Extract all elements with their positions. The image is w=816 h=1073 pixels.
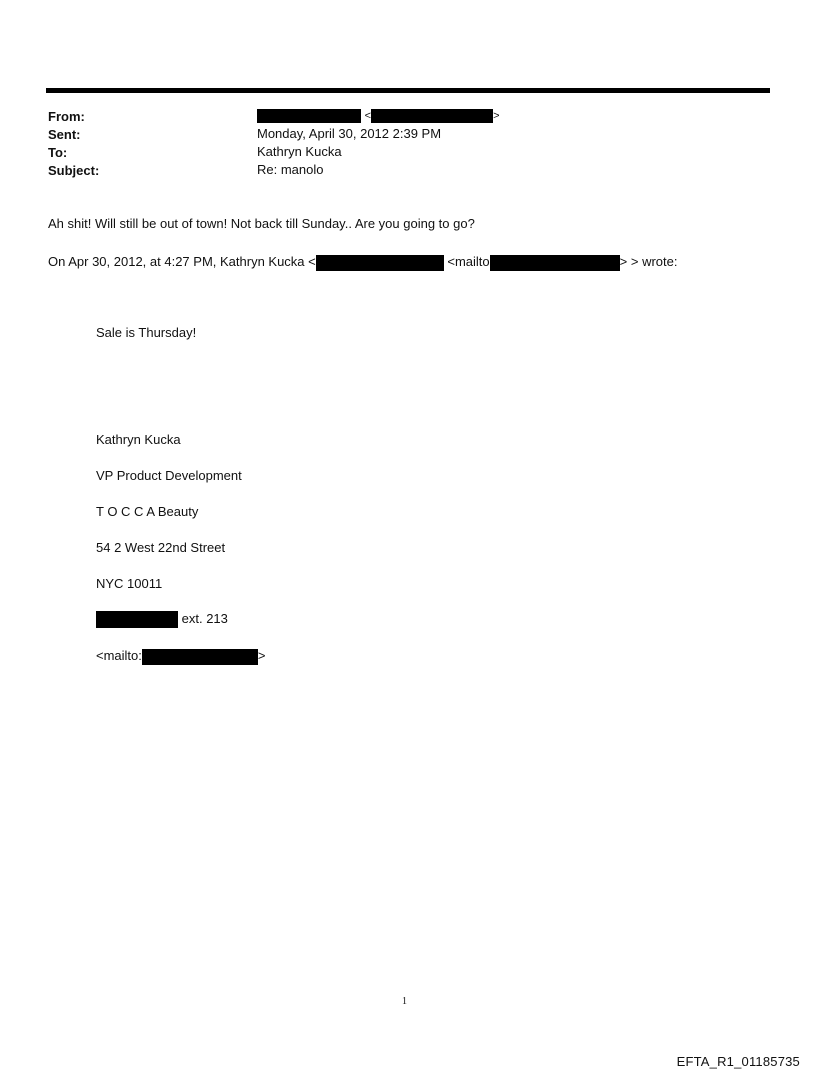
to-label: To: <box>48 145 68 160</box>
signature-phone-ext: ext. 213 <box>181 611 228 626</box>
quoted-message: Sale is Thursday! <box>96 325 197 340</box>
quote-intro-prefix: On Apr 30, 2012, at 4:27 PM, Kathryn Kucka < <box>48 254 316 269</box>
redaction-block <box>371 109 493 123</box>
signature-address: 54 2 West 22nd Street <box>96 540 226 555</box>
signature-city: NYC 10011 <box>96 576 163 591</box>
signature-mailto <box>96 648 265 665</box>
subject-label: Subject: <box>48 163 100 178</box>
redaction-block <box>257 109 289 123</box>
redaction-block <box>490 255 620 271</box>
redaction-block <box>96 611 178 628</box>
quote-intro-suffix: > > wrote: <box>619 254 678 269</box>
redaction-block <box>316 255 444 271</box>
redaction-block <box>289 109 361 123</box>
signature-mailto-close: > <box>257 648 266 663</box>
from-label: From: <box>48 109 85 124</box>
quote-intro-mailto: <mailto <box>447 254 490 269</box>
from-email-open: < <box>364 110 372 122</box>
bates-number: EFTA_R1_01185735 <box>676 1054 800 1069</box>
from-value <box>257 107 500 124</box>
subject-value: Re: manolo <box>257 162 324 177</box>
header-divider-rule <box>46 88 770 93</box>
redaction-block <box>142 649 258 665</box>
to-value: Kathryn Kucka <box>257 144 342 159</box>
signature-title: VP Product Development <box>96 468 242 483</box>
from-email-close: > <box>493 110 500 122</box>
quote-intro <box>48 254 677 271</box>
signature-name: Kathryn Kucka <box>96 432 181 447</box>
signature-mailto-open: <mailto: <box>96 648 142 663</box>
page-number: 1 <box>402 996 407 1007</box>
reply-text: Ah shit! Will still be out of town! Not back till Sunday.. Are you going to go? <box>48 216 475 231</box>
signature-company: T O C C A Beauty <box>96 504 199 519</box>
sent-value: Monday, April 30, 2012 2:39 PM <box>257 126 442 141</box>
sent-label: Sent: <box>48 127 81 142</box>
signature-phone <box>96 611 228 628</box>
